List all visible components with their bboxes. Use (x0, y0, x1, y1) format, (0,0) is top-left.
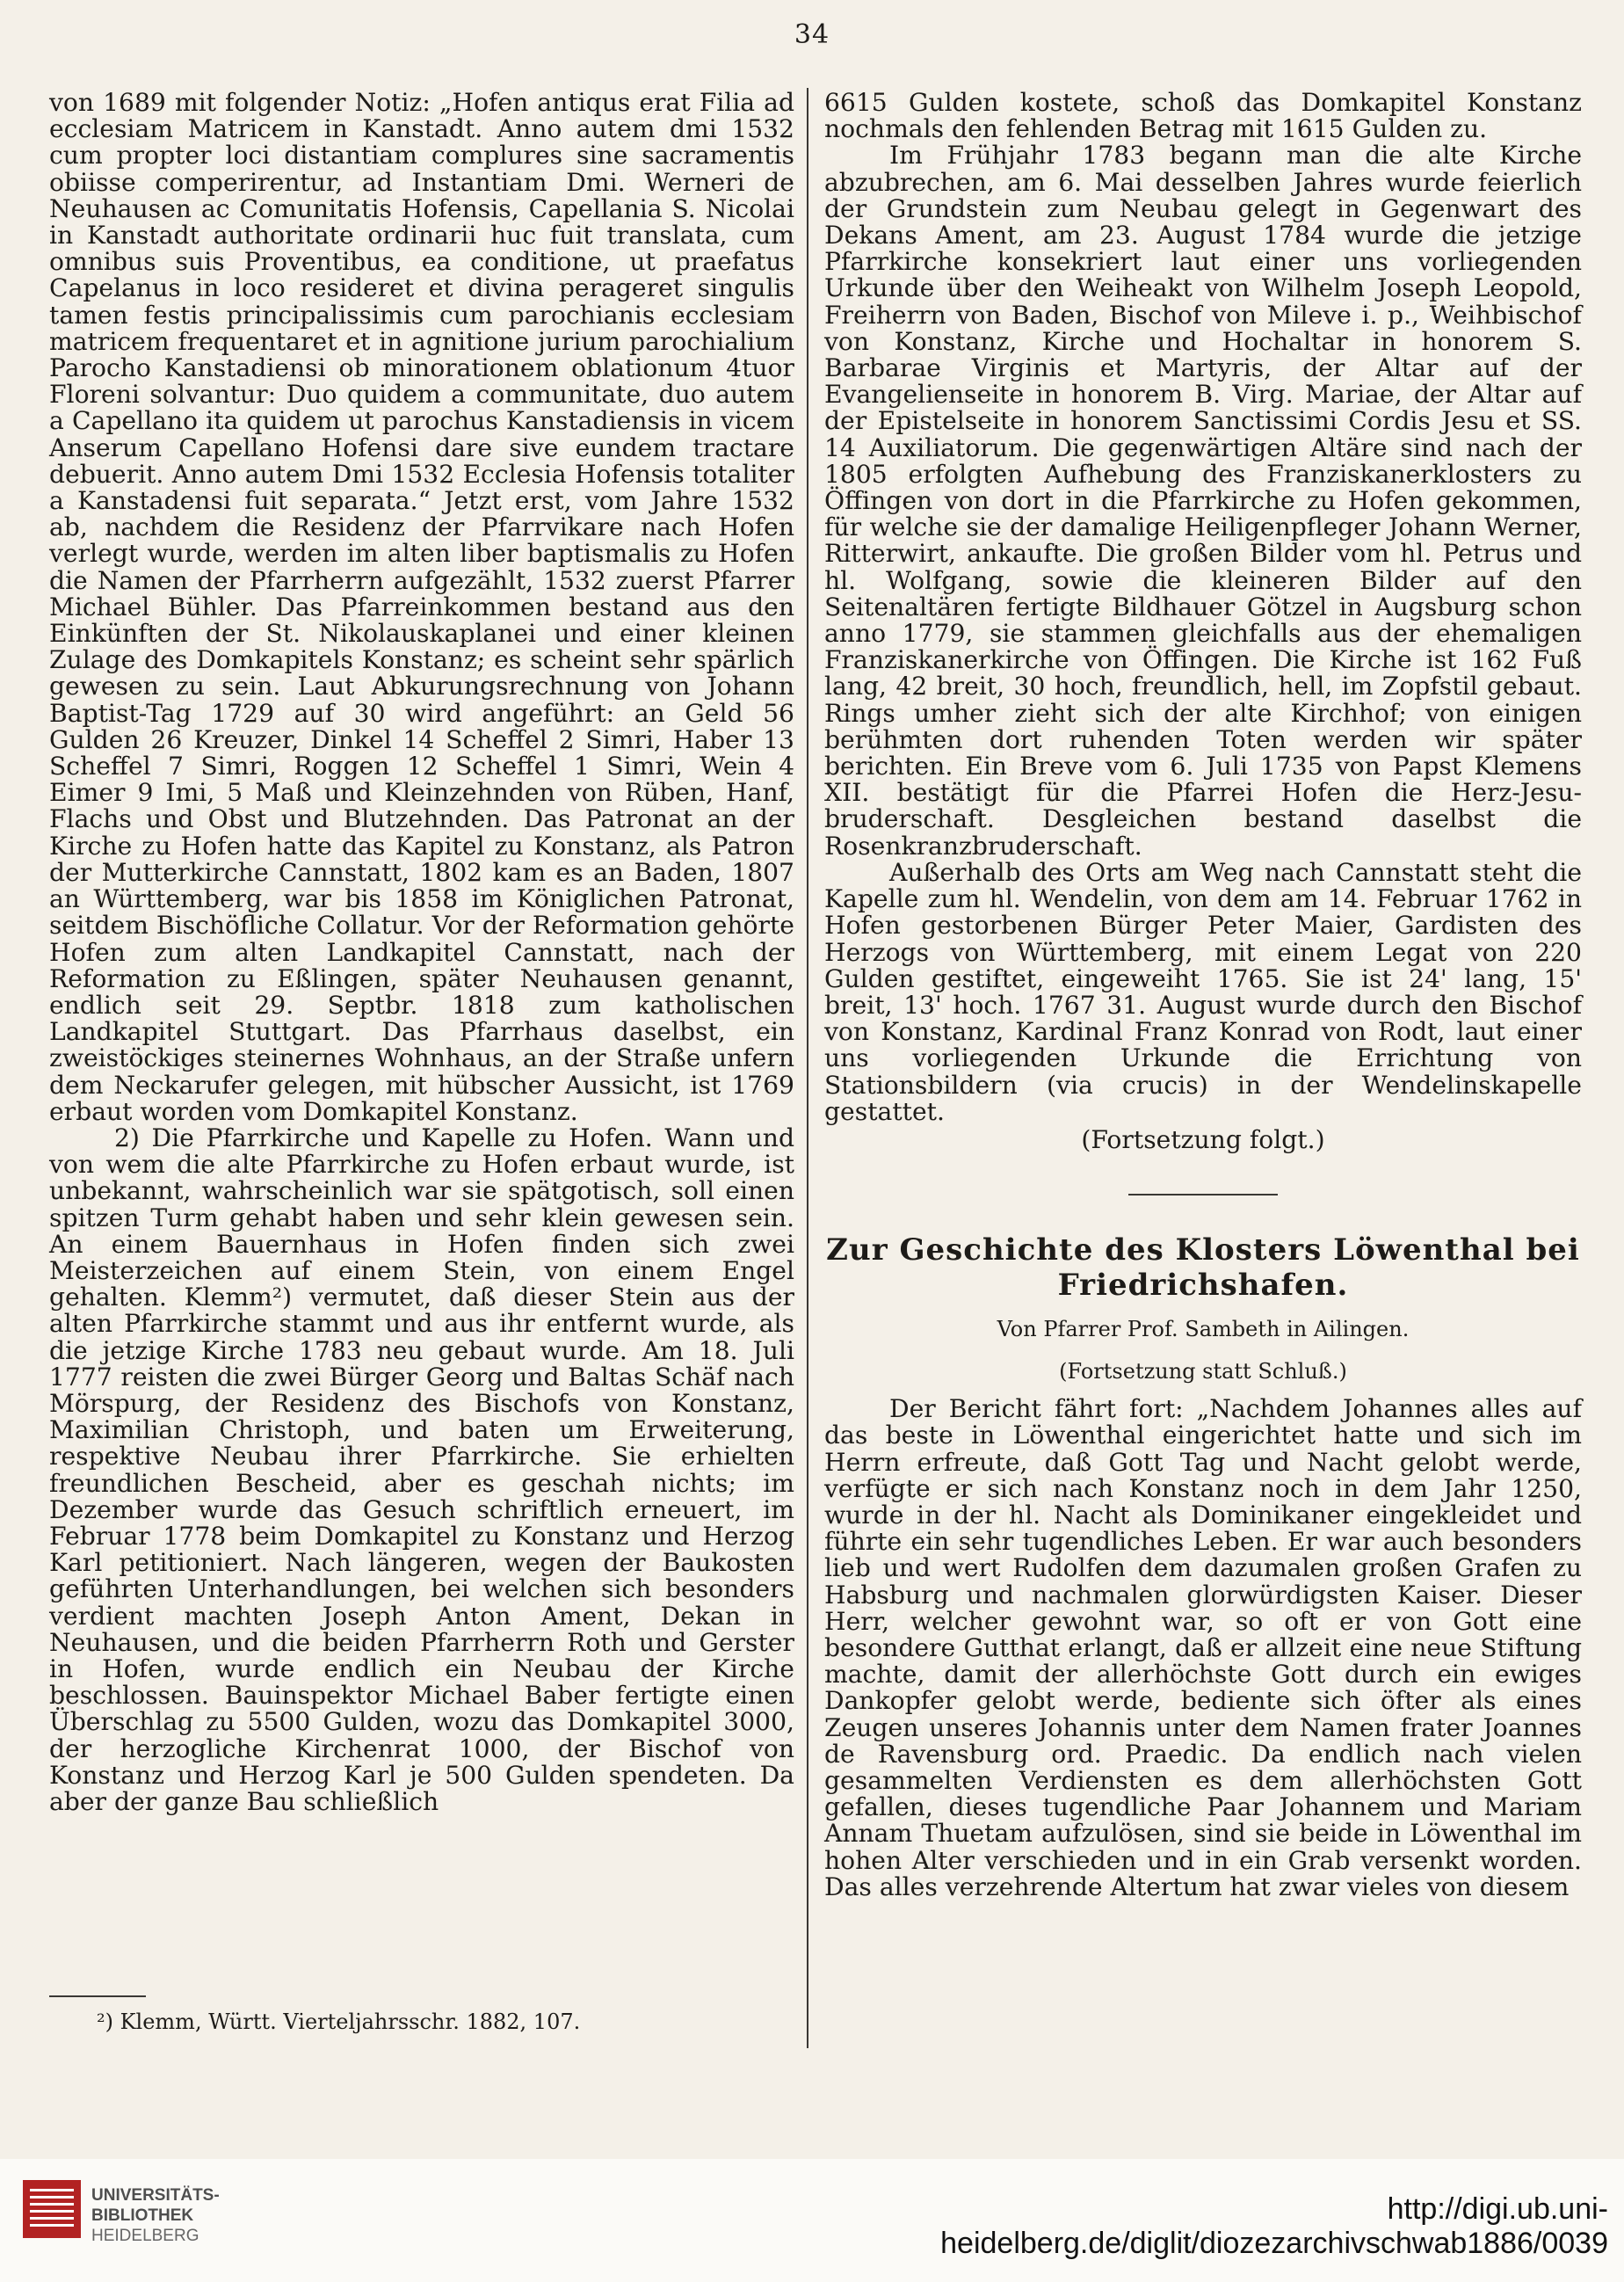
article-title-line-1: Zur Geschichte des Klosters Löwenthal bei (826, 1232, 1580, 1268)
library-name-line-3: HEIDELBERG (91, 2227, 199, 2245)
footnote-divider (49, 1995, 146, 1997)
column-divider (807, 88, 808, 2048)
continuation-note: (Fortsetzung folgt.) (1081, 1124, 1325, 1154)
library-name-line-1: UNIVERSITÄTS- (91, 2186, 220, 2205)
right-paragraph-3: Außerhalb des Orts am Weg nach Cannstatt steht die Kapelle zum hl. Wendelin, von dem am 14. Februar 1762 in Hofen gestorbenen Bürger Peter Maier, Gardisten des Herzogs von Württemberg, mit einem Legat von 220 Gulden gestiftet, eingeweiht 1765. Sie ist 24' lang, 15' breit, 13' hoch. 1767 31. August wurde durch den Bischof von Konstanz, Kardinal Franz Konrad von Rodt, laut einer uns vorliegenden Urkunde die Errichtung von Stationsbildern (via crucis) in der Wendelinskapelle gestattet. (824, 857, 1582, 1126)
article-paragraph: Der Bericht fährt fort: „Nachdem Johannes alles auf das beste in Löwenthal eingerichtet hatte und sich im Herrn erfreute, daß Gott Tag und Nacht gelobt werde, verfügte er sich nach Konstanz noch in dem Jahr 1250, wurde in der hl. Nacht als Dominikaner eingekleidet und führte ein sehr tugendliches Leben. Er war auch besonders lieb und wert Rudolfen dem dazumalen großen Grafen zu Habsburg und nachmalen glorwürdigsten Kaiser. Dieser Herr, welcher gewohnt war, so oft er von Gott eine besondere Gutthat erlangt, daß er allzeit eine neue Stiftung machte, damit der allerhöchste Gott durch ein ewiges Dankopfer gelobt werde, bediente sich öfter als eines Zeugen unseres Johannis unter dem Namen frater Joannes de Ravensburg ord. Praedic. Da endlich nach vielen gesammelten Verdiensten es dem allerhöchsten Gott gefallen, dieses tugendliche Paar Johannem und Mariam Annam Thuetam aufzulösen, sind sie beide in Löwenthal im hohen Alter verschieden und in ein Grab versenkt worden. Das alles verzehrende Altertum hat zwar vieles von diesem (824, 1394, 1582, 1901)
left-paragraph-2: 2) Die Pfarrkirche und Kapelle zu Hofen. Wann und von wem die alte Pfarrkirche zu Hofen erbaut wurde, ist unbekannt, wahrscheinlich war sie spätgotisch, soll einen spitzen Turm gehabt haben und sehr klein gewesen sein. An einem Bauernhaus in Hofen finden sich zwei Meisterzeichen auf einem Stein, von einem Engel gehalten. Klemm²) vermutet, daß dieser Stein aus der alten Pfarrkirche stammt und aus ihr entfernt wurde, als die jetzige Kirche 1783 neu gebaut wurde. Am 18. Juli 1777 reisten die zwei Bürger Georg und Baltas Schäf nach Mörspurg, der Residenz des Bischofs von Konstanz, Maximilian Christoph, und baten um Erweiterung, respektive Neubau ihrer Pfarrkirche. Sie erhielten freundlichen Bescheid, aber es geschah nichts; im Dezember wurde das Gesuch schriftlich erneuert, im Februar 1778 beim Domkapitel zu Konstanz und Herzog Karl petitioniert. Nach längeren, wegen der Baukosten geführten Unterhandlungen, bei welchen sich besonders verdient machten Joseph Anton Ament, Dekan in Neuhausen, und die beiden Pfarrherrn Roth und Gerster in Hofen, wurde endlich ein Neubau der Kirche beschlossen. Bauinspektor Michael Baber fertigte einen Überschlag zu 5500 Gulden, wozu das Domkapitel 3000, der herzogliche Kirchenrat 1000, der Bischof von Konstanz und Herzog Karl je 500 Gulden spendeten. Da aber der ganze Bau schließlich (49, 1123, 794, 1816)
right-paragraph-2: Im Frühjahr 1783 begann man die alte Kirche abzubrechen, am 6. Mai desselben Jahres wurde feierlich der Grundstein zum Neubau gelegt in Gegenwart des Dekans Ament, am 23. August 1784 wurde die jetzige Pfarrkirche konsekriert laut einer uns vorliegenden Urkunde über den Weiheakt von Wilhelm Joseph Leopold, Freiherrn von Baden, Bischof von Mileve i. p., Weihbischof von Konstanz, Kirche und Hochaltar in honorem S. Barbarae Virginis et Martyris, der Altar auf der Evangelienseite in honorem B. Virg. Mariae, der Altar auf der Epistelseite in honorem Sanctissimi Cordis Jesu et SS. 14 Auxiliatorum. Die gegenwärtigen Altäre sind nach der 1805 erfolgten Aufhebung des Franziskanerklosters zu Öffingen von dort in die Pfarrkirche zu Hofen gekommen, für welche sie der damalige Heiligenpfleger Johann Werner, Ritterwirt, ankaufte. Die großen Bilder vom hl. Petrus und hl. Wolfgang, sowie die kleineren Bilder auf den Seitenaltären fertigte Bildhauer Götzel in Augsburg schon anno 1779, sie stammen gleichfalls aus der ehemaligen Franziskanerkirche von Öffingen. Die Kirche ist 162 Fuß lang, 42 breit, 30 hoch, freundlich, hell, im Zopfstil gebaut. Rings umher zieht sich der alte Kirchhof; von einigen berühmten dort ruhenden Toten werden wir später berichten. Ein Breve vom 6. Juli 1735 von Papst Klemens XII. bestätigt für die Pfarrei Hofen die Herz-Jesu-bruderschaft. Desgleichen bestand daselbst die Rosenkranzbruderschaft. (824, 141, 1582, 861)
article-note: (Fortsetzung statt Schluß.) (1059, 1359, 1347, 1384)
section-divider (1128, 1194, 1278, 1196)
article-title-line-2: Friedrichshafen. (1057, 1268, 1349, 1304)
article-title (824, 1232, 1582, 1303)
footnote: ²) Klemm, Württ. Vierteljahrsschr. 1882, 107. (97, 2009, 581, 2034)
page-number: 34 (794, 19, 830, 50)
university-library-logo-icon (23, 2180, 81, 2238)
footer-bar (0, 2159, 1624, 2282)
right-column (824, 90, 1582, 1900)
library-name-line-2: BIBLIOTHEK (91, 2206, 194, 2225)
article-byline: Von Pfarrer Prof. Sambeth in Ailingen. (997, 1317, 1410, 1342)
source-url-link[interactable]: http://digi.ub.uni-heidelberg.de/diglit/diozezarchivschwab1886/0039 (940, 2192, 1608, 2260)
library-name (91, 2185, 220, 2246)
right-paragraph-1: 6615 Gulden kostete, schoß das Domkapitel Konstanz nochmals den fehlenden Betrag mit 1615 Gulden zu. (824, 88, 1582, 144)
left-column (49, 90, 794, 1815)
left-paragraph-1: von 1689 mit folgender Notiz: „Hofen antiqus erat Filia ad ecclesiam Matricem in Kanstadt. Anno autem dmi 1532 cum propter loci distantiam complures sine sacramentis obiisse comperirentur, ad Instantiam Dmi. Werneri de Neuhausen ac Comunitatis Hofensis, Capellania S. Nicolai in Kanstadt authoritate ordinarii huc fuit translata, cum omnibus suis Proventibus, ea conditione, ut praefatus Capelanus in loco resideret et divina perageret singulis tamen festis principalissimis cum parochianis ecclesiam matricem frequentaret et in agnitione jurium parochialium Parocho Kanstadiensi ob minorationem oblationum 4tuor Floreni solvantur: Duo quidem a communitate, duo autem a Capellano ita quidem ut parochus Kanstadiensis in vicem Anserum Capellano Hofensi dare sive eundem tractare debuerit. Anno autem Dmi 1532 Ecclesia Hofensis totaliter a Kanstadensi fuit separata.“ Jetzt erst, vom Jahre 1532 ab, nachdem die Residenz der Pfarrvikare nach Hofen verlegt wurde, werden im alten liber baptismalis zu Hofen die Namen der Pfarrherrn aufgezählt, 1532 zuerst Pfarrer Michael Bühler. Das Pfarreinkommen bestand aus den Einkünften der St. Nikolauskaplanei und einer kleinen Zulage des Domkapitels Konstanz; es scheint sehr spärlich gewesen zu sein. Laut Abkurungsrechnung von Johann Baptist-Tag 1729 auf 30 wird angeführt: an Geld 56 Gulden 26 Kreuzer, Dinkel 14 Scheffel 2 Simri, Haber 13 Scheffel 7 Simri, Roggen 12 Scheffel 1 Simri, Wein 4 Eimer 9 Imi, 5 Maß und Kleinzehnden von Rüben, Hanf, Flachs und Obst und Blutzehnden. Das Patronat an der Kirche zu Hofen hatte das Kapitel zu Konstanz, als Patron der Mutterkirche Cannstatt, 1802 kam es an Baden, 1807 an Württemberg, war bis 1858 im Königlichen Patronat, seitdem Bischöfliche Collatur. Vor der Reformation gehörte Hofen zum alten Landkapitel Cannstatt, nach der Reformation zu Eßlingen, später Neuhausen genannt, endlich seit 29. Septbr. 1818 zum katholischen Landkapitel Stuttgart. Das Pfarrhaus daselbst, ein zweistöckiges steinernes Wohnhaus, an der Straße unfern dem Neckarufer gelegen, mit hübscher Aussicht, ist 1769 erbaut worden vom Domkapitel Konstanz. (49, 88, 794, 1126)
